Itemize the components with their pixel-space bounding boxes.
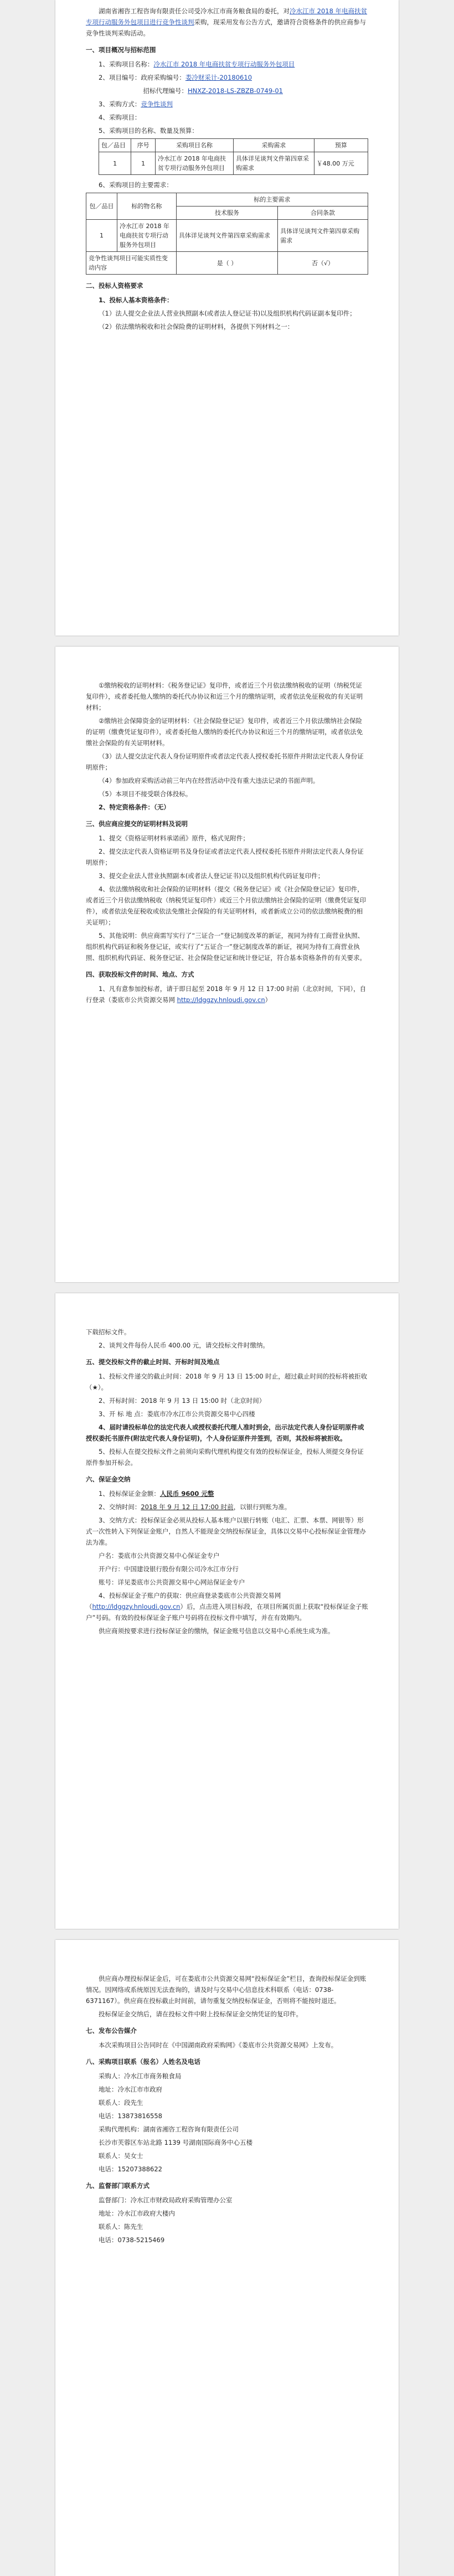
item-2-label: 2、项目编号：政府采购编号：: [99, 74, 185, 81]
section-1-heading: 一、项目概况与招标范围: [86, 46, 156, 54]
material-1: 1、提交《资格证明材料承诺函》原件，格式见附件；: [99, 834, 249, 842]
section-9-heading: 九、监督部门联系方式: [86, 2182, 149, 2190]
budget-col-req: 采购需求: [233, 139, 314, 152]
account-bank: 开户行：中国建设银行股份有限公司冷水江市分行: [99, 1565, 239, 1573]
req-col-tech: 技术服务: [176, 207, 277, 220]
section-5-heading: 五、提交投标文件的截止时间、开标时间及地点: [86, 1358, 220, 1366]
table-row: [86, 193, 368, 207]
budget-cell-name: 冷水江市 2018 年电商扶贫专项行动服务外包项目: [156, 152, 234, 175]
item-2b: [86, 85, 368, 96]
account-name: 户名：娄底市公共资源交易中心保证金专户: [99, 1552, 220, 1560]
req-cell-tech: 具体详见谈判文件第四章采购需求: [176, 220, 277, 252]
tax-proof: ①缴纳税收的证明材料：《税务登记证》复印件，或者近三个月依法缴纳税收的证明（纳税凭证复印件），或者委托他人缴纳的委托代办协议和近三个月的缴纳证明，或者依法免征税收的有关证明材料；: [86, 682, 363, 711]
supervisor-contact: 联系人：陈先生: [99, 2223, 143, 2231]
deposit-note: 5、投标人在提交投标文件之前须向采购代理机构提交有效的投标保证金，投标人须提交身份证原件参加开标会。: [86, 1448, 364, 1467]
intro-paragraph: [86, 6, 368, 39]
budget-col-budget: 预算: [314, 139, 368, 152]
supervisor-address: 地址：冷水江市政府大楼内: [99, 2210, 175, 2217]
buyer-address: 地址：冷水江市市政府: [99, 2085, 162, 2093]
item-2: [86, 72, 368, 83]
section-3-heading: 三、供应商应提交的证明材料及说明: [86, 820, 188, 828]
agent-phone: 电话：15207388622: [99, 2165, 162, 2173]
material-5: 5、其他说明：供应商需写实行了“三证合一”登记制度改革的新证，视同为持有工商营业执照、组织机构代码证和税务登记证，或实行了“五证合一”登记制度改革的新证，视同为持有工商营业执照、组织机构代码证、税务登记证、社会保险登记证和统计登记证，符合基本资格条件的有关要求。: [86, 932, 366, 962]
req-col-contract: 合同条款: [278, 207, 368, 220]
document-page-4: [55, 1940, 399, 2576]
sub-account-link[interactable]: http://ldggzy.hnloudi.gov.cn: [92, 1603, 180, 1610]
req-1: （1）法人提交企业法人营业执照副本(或者法人登记证书)以及组织机构代码证副本复印件；: [99, 309, 356, 317]
deadline: 1、投标文件递交的截止时间：2018 年 9 月 13 日 15:00 时止，超过截止时间的投标将被拒收（★）。: [86, 1372, 368, 1391]
deposit-method: 3、交纳方式：投标保证金必须从投标人基本账户以银行转账（电汇、汇票、本票、网银等）形式一次性转入下列保证金账户，自然人不能现金交纳投标保证金，具体以交易中心投标保证金管理办法为准。: [86, 1516, 366, 1546]
sub-account: [86, 1590, 368, 1623]
req-variation-no: 否（√）: [278, 252, 368, 275]
sub-account-text-b: ）后，点击进入项目标段，在项目所属页面上获取“投标保证金子账户”号码。有效的投标保证金子账户号码将在投标文件中填写，并在有效期内。: [86, 1603, 368, 1622]
section-2-1: 1、投标人基本资格条件：: [99, 296, 173, 304]
deposit-amount-value: 人民币 9600 元整: [159, 1490, 214, 1498]
document-page-2: [55, 647, 399, 1282]
document-page-3: [55, 1293, 399, 1929]
table-row: [86, 220, 368, 252]
item-3-value: 竞争性谈判: [141, 100, 173, 108]
deposit-amount-label: 1、投标保证金金额：: [99, 1490, 160, 1498]
intro-project-name: 冷水江市 2018 年电商扶贫专项行动服务外包项目进行: [86, 7, 368, 26]
supervisor: 监督部门：冷水江市财政局政府采购管理办公室: [99, 2196, 233, 2204]
req-cell-name: 冷水江市 2018 年电商扶贫专项行动服务外包项目: [117, 220, 176, 252]
req-variation-yes: 是（ ）: [176, 252, 277, 275]
req-cell-pkg: 1: [86, 220, 117, 252]
buyer-name: 采购人：冷水江市商务粮食局: [99, 2072, 182, 2080]
item-1-label: 1、采购项目名称：: [99, 60, 154, 68]
section-7-heading: 七、发布公告媒介: [86, 2027, 137, 2035]
agent-name: 采购代理机构：湖南省湘咨工程咨询有限责任公司: [99, 2125, 239, 2133]
budget-table-header: [99, 139, 368, 152]
get-docs-end: ）: [265, 996, 272, 1004]
req-3: （3）法人提交法定代表人身份证明原件或者法定代表人授权委托书原件并附法定代表人身份证明原件；: [86, 752, 364, 771]
deposit-query: 供应商办理投标保证金后，可在娄底市公共资源交易网“投标保证金”栏目，查询投标保证金到账情况。因网络或系统原因无法查询的，请及时与交易中心信息技术科联系（电话：0738-6371167）。供应商在投标截止时间前，请勿重复交纳投标保证金，否则将不能按时退还。: [86, 1975, 367, 2005]
deposit-time-end: ，以银行到账为准。: [233, 1503, 291, 1511]
budget-cell-budget: ￥48.00 万元: [314, 152, 368, 175]
media-note: 本次采购项目公告同时在《中国湖南政府采购网》《娄底市公共资源交易网》上发布。: [99, 2041, 338, 2049]
req-2: （2）依法缴纳税收和社会保险费的证明材料，各提供下列材料之一：: [99, 323, 294, 331]
budget-table-wrap: [99, 138, 368, 175]
budget-col-name: 采购项目名称: [156, 139, 234, 152]
item-4: 4、采购项目：: [99, 113, 141, 121]
req-variation-label: 竞争性谈判项目可能实质性变动内容: [86, 252, 177, 275]
get-docs-link[interactable]: http://ldggzy.hnloudi.gov.cn: [177, 996, 265, 1004]
section-6-heading: 六、保证金交纳: [86, 1475, 131, 1483]
section-2-heading: 二、投标人资格要求: [86, 282, 143, 290]
get-docs: [86, 983, 368, 1005]
deposit-amount: [86, 1488, 368, 1499]
account-note: 账号：详见娄底市公共资源交易中心网站保证金专户: [99, 1578, 245, 1586]
budget-cell-pkg: 1: [99, 152, 131, 175]
social-proof: ②缴纳社会保障资金的证明材料：《社会保险登记证》复印件，或者近三个月依法缴纳社会保险的证明（缴费凭证复印件），或者委托他人缴纳的委托代办协议和近三个月的缴纳证明，或者依法免缴社会保险的有关证明材料。: [86, 717, 363, 747]
deposit-time: [86, 1501, 368, 1512]
attendance-notice: 4、届时请投标单位的法定代表人或授权委托代理人准时到会，出示法定代表人身份证明原件或授权委托书原件(附法定代表人身份证明)，个人身份证原件并签到，否则，其投标将被拒收。: [86, 1423, 364, 1442]
intro-text-a: 湖南省湘咨工程咨询有限责任公司受冷水江市商务粮食局的委托，对: [99, 7, 290, 15]
requirements-table: [86, 193, 368, 275]
material-3: 3、提交企业法人营业执照副本(或者法人登记证书)以及组织机构代码证复印件；: [99, 872, 324, 880]
material-2: 2、提交法定代表人资格证明书及身份证或者法定代表人授权委托书原件并附法定代表人身份证明原件；: [86, 848, 364, 866]
item-1-value: 冷水江市 2018 年电商扶贫专项行动服务外包项目: [153, 60, 295, 68]
agent-address: 长沙市芙蓉区车站北路 1139 号湖南国际商务中心五楼: [99, 2139, 253, 2146]
table-row: [99, 152, 368, 175]
buyer-contact: 联系人：段先生: [99, 2099, 143, 2107]
sub-account-text: 4、投标保证金子账户的获取：供应商登录娄底市公共资源交易网（: [86, 1592, 281, 1610]
deposit-receipt: 投标保证金交纳后，请在投标文件中附上投标保证金交纳凭证的复印件。: [99, 2010, 302, 2018]
item-5: 5、采购项目的名称、数量及预算：: [99, 127, 198, 135]
item-2b-label: 招标代理编号：: [143, 87, 188, 95]
budget-col-pkg: 包／品目: [99, 139, 131, 152]
doc-fee: 2、谈判文件每份人民币 400.00 元，请交投标文件时缴纳。: [99, 1341, 269, 1349]
deposit-time-label: 2、交纳时间：: [99, 1503, 141, 1511]
section-4-heading: 四、获取投标文件的时间、地点、方式: [86, 970, 194, 978]
get-docs-text: 1、凡有意参加投标者，请于即日起至 2018 年 9 月 12 日 17:00 时前（北京时间，下同），自行登录（娄底市公共资源交易网: [86, 985, 367, 1004]
download-note: 下载招标文件。: [86, 1328, 131, 1336]
req-col-main: 标的主要需求: [176, 193, 368, 207]
req-col-name: 标的物名称: [117, 193, 176, 220]
opening-time: 2、开标时间：2018 年 9 月 13 日 15:00 时（北京时间）: [99, 1397, 266, 1405]
supervisor-phone: 电话：0738-5215469: [99, 2236, 165, 2244]
section-8-heading: 八、采购项目联系（报名）人姓名及电话: [86, 2058, 200, 2066]
special-qualification: 2、特定资格条件：（无）: [99, 803, 170, 811]
buyer-phone: 电话：13873816558: [99, 2112, 162, 2120]
document-page-1: [55, 0, 399, 636]
req-cell-contract: 具体详见谈判文件第四章采购需求: [278, 220, 368, 252]
item-2b-value: HNXZ-2018-LS-ZBZB-0749-01: [188, 87, 283, 95]
req-4: （4）参加政府采购活动前三年内在经营活动中没有重大违法记录的书面声明。: [99, 777, 319, 784]
item-1: [86, 59, 368, 70]
opening-place: 3、开 标 地 点：娄底市冷水江市公共资源交易中心四楼: [99, 1410, 255, 1418]
req-col-pkg: 包／品目: [86, 193, 117, 220]
item-3: [86, 99, 368, 110]
agent-contact: 联系人：吴女士: [99, 2152, 143, 2160]
intro-text-b: 采购，现采用发布公告方式，邀请符合资格条件的供应商参与竞争性谈判采购活动。: [86, 18, 366, 37]
budget-table: [99, 138, 368, 175]
deposit-time-value: 2018 年 9 月 12 日 17:00 时前: [141, 1503, 234, 1511]
item-2-value: 娄冷财采计-20180610: [185, 74, 252, 81]
intro-method: 竞争性谈判: [162, 18, 194, 26]
material-4: 4、依法缴纳税收和社会保险的证明材料（提交《税务登记证》或《社会保险登记证》复印件，或者近三个月依法缴纳税收（纳税凭证复印件）或近三个月依法缴纳社会保险的证明（缴费凭证复印件），或者依法免征税收或依法免缴社会保险的有关证明材料，或者新成立公司的依法缴纳税费的相关证明）；: [86, 885, 366, 926]
item-3-label: 3、采购方式：: [99, 100, 141, 108]
deposit-final: 供应商须按要求进行投标保证金的缴纳，保证金账号信息以交易中心系统生成为准。: [99, 1627, 334, 1635]
budget-col-no: 序号: [131, 139, 156, 152]
item-6: 6、采购项目的主要需求：: [99, 181, 173, 189]
req-5: （5）本项目不接受联合体投标。: [99, 790, 192, 798]
budget-cell-no: 1: [131, 152, 156, 175]
budget-cell-req: 具体详见谈判文件第四章采购需求: [233, 152, 314, 175]
table-row: [86, 252, 368, 275]
